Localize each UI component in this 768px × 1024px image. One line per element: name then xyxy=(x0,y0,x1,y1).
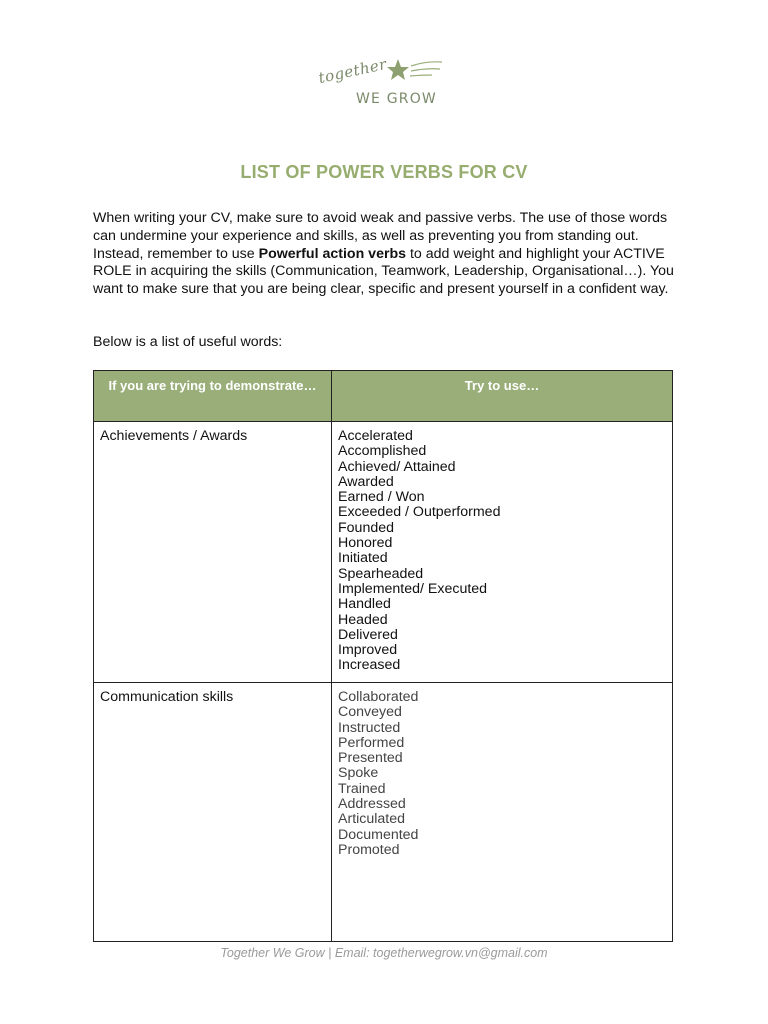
power-verbs-table xyxy=(93,370,673,942)
verb-item: Articulated xyxy=(338,811,406,828)
table-header-row xyxy=(94,371,673,422)
verb-item: Presented xyxy=(338,750,403,767)
table-row-communication xyxy=(94,683,673,942)
footer-text: Together We Grow | Email: togetherwegrow.vn@gmail.com xyxy=(220,946,548,960)
intro-text-2: to add weight and highlight your ACTIVE ROLE in acquiring the skills (Communication, Teamwork, Leadership, Organisational…). You want to make sure that you are being clear, specific and present yourself in a confident way. xyxy=(93,245,674,298)
verb-item: Promoted xyxy=(338,841,400,858)
list-intro-text: Below is a list of useful words: xyxy=(93,334,283,350)
verb-item: Headed xyxy=(338,611,388,628)
verb-item: Awarded xyxy=(338,473,394,490)
intro-paragraph xyxy=(93,210,683,299)
verbs-cell xyxy=(332,683,673,942)
verb-item: Implemented/ Executed xyxy=(338,580,488,597)
verb-item: Honored xyxy=(338,535,393,552)
verb-item: Documented xyxy=(338,826,419,843)
verb-item: Performed xyxy=(338,734,405,751)
verb-list xyxy=(338,690,666,858)
category-cell: Achievements / Awards xyxy=(94,422,332,683)
verb-list xyxy=(338,429,666,674)
verb-item: Handled xyxy=(338,596,391,613)
header-demonstrate: If you are trying to demonstrate… xyxy=(94,371,332,422)
verb-item: Accomplished xyxy=(338,443,427,460)
table-row-achievements xyxy=(94,422,673,683)
verb-item: Instructed xyxy=(338,719,401,736)
verb-item: Exceeded / Outperformed xyxy=(338,504,501,521)
verbs-cell xyxy=(332,422,673,683)
intro-bold-text: Powerful action verbs xyxy=(258,245,407,262)
verb-item: Increased xyxy=(338,657,401,674)
verb-item: Improved xyxy=(338,642,398,659)
page-title: LIST OF POWER VERBS FOR CV xyxy=(240,162,528,182)
intro-text-1: When writing your CV, make sure to avoid weak and passive verbs. The use of those words can undermine your experience and skills, as well as preventing you from standing out. Instead, remember to use xyxy=(93,210,668,262)
verb-item: Trained xyxy=(338,780,386,797)
verb-item: Spoke xyxy=(338,765,379,782)
verb-item: Collaborated xyxy=(338,689,419,705)
logo-script-text: together xyxy=(316,54,389,88)
category-cell: Communication skills xyxy=(94,683,332,942)
verb-item: Addressed xyxy=(338,796,406,813)
verb-item: Delivered xyxy=(338,626,398,643)
logo xyxy=(312,52,452,112)
logo-main-text: WE GROW xyxy=(356,91,437,107)
header-try-to-use: Try to use… xyxy=(332,371,673,422)
star-icon xyxy=(384,56,446,86)
verb-item: Founded xyxy=(338,519,395,536)
verb-item: Conveyed xyxy=(338,704,402,721)
verb-item: Spearheaded xyxy=(338,565,424,582)
verb-item: Initiated xyxy=(338,550,388,567)
verb-item: Accelerated xyxy=(338,428,413,444)
verb-item: Earned / Won xyxy=(338,489,425,506)
verb-item: Achieved/ Attained xyxy=(338,458,456,475)
